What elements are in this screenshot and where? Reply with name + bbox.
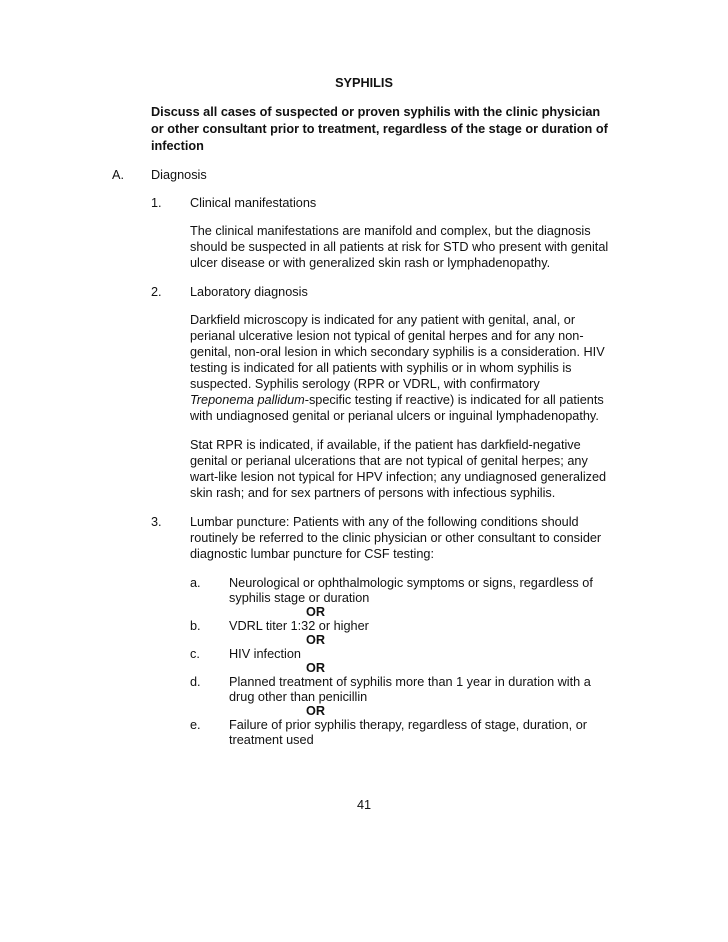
paragraph-text: -specific testing if reactive) is indicated for all patients xyxy=(304,393,604,407)
page-title: SYPHILIS xyxy=(335,76,393,90)
condition-line: treatment used xyxy=(229,733,314,747)
species-name: Treponema pallidum xyxy=(190,393,305,407)
item-heading: Laboratory diagnosis xyxy=(190,285,308,299)
condition-marker: a. xyxy=(190,576,201,590)
paragraph-line: genital, non-oral lesion in which secondary syphilis is a consideration. HIV xyxy=(190,345,605,359)
section-marker: A. xyxy=(112,168,124,182)
condition-marker: d. xyxy=(190,675,201,689)
intro-line: infection xyxy=(151,139,204,153)
intro-line: or other consultant prior to treatment, regardless of the stage or duration of xyxy=(151,122,608,136)
page-number: 41 xyxy=(356,798,372,812)
item-marker: 1. xyxy=(151,196,162,210)
paragraph-line: genital or perianal ulcerations that are not typical of genital herpes; any xyxy=(190,454,588,468)
paragraph-line: perianal ulcerative lesion not typical of genital herpes and for any non- xyxy=(190,329,584,343)
paragraph-line: should be suspected in all patients at risk for STD who present with genital xyxy=(190,240,609,254)
paragraph-line xyxy=(190,393,604,408)
paragraph-line: skin rash; and for sex partners of persons with infectious syphilis. xyxy=(190,486,556,500)
item-marker: 3. xyxy=(151,515,162,529)
condition-line: VDRL titer 1:32 or higher xyxy=(229,619,369,633)
condition-marker: e. xyxy=(190,718,201,732)
intro-line: Discuss all cases of suspected or proven syphilis with the clinic physician xyxy=(151,105,601,119)
paragraph-line: testing is indicated for all patients with syphilis or in whom syphilis is xyxy=(190,361,572,375)
condition-line: syphilis stage or duration xyxy=(229,591,370,605)
condition-line: drug other than penicillin xyxy=(229,690,368,704)
condition-line: HIV infection xyxy=(229,647,301,661)
item-heading: Clinical manifestations xyxy=(190,196,317,210)
or-label: OR xyxy=(306,704,326,718)
condition-line: Failure of prior syphilis therapy, regardless of stage, duration, or xyxy=(229,718,588,732)
paragraph-line: suspected. Syphilis serology (RPR or VDRL, with confirmatory xyxy=(190,377,540,391)
paragraph-line: Lumbar puncture: Patients with any of the following conditions should xyxy=(190,515,579,529)
paragraph-line: wart-like lesion not typical for HPV infection; any undiagnosed generalized xyxy=(190,470,607,484)
or-label: OR xyxy=(306,633,326,647)
condition-marker: c. xyxy=(190,647,200,661)
paragraph-line: with undiagnosed genital or perianal ulcers or inguinal lymphadenopathy. xyxy=(190,409,599,423)
or-label: OR xyxy=(306,605,326,619)
paragraph-line: The clinical manifestations are manifold and complex, but the diagnosis xyxy=(190,224,591,238)
paragraph-line: diagnostic lumbar puncture for CSF testing: xyxy=(190,547,434,561)
paragraph-line: Stat RPR is indicated, if available, if the patient has darkfield-negative xyxy=(190,438,581,452)
condition-line: Neurological or ophthalmologic symptoms or signs, regardless of xyxy=(229,576,593,590)
paragraph-line: routinely be referred to the clinic physician or other consultant to consider xyxy=(190,531,602,545)
paragraph-line: Darkfield microscopy is indicated for any patient with genital, anal, or xyxy=(190,313,576,327)
or-label: OR xyxy=(306,661,326,675)
condition-marker: b. xyxy=(190,619,201,633)
paragraph-line: ulcer disease or with generalized skin rash or lymphadenopathy. xyxy=(190,256,551,270)
item-marker: 2. xyxy=(151,285,162,299)
condition-line: Planned treatment of syphilis more than 1 year in duration with a xyxy=(229,675,591,689)
section-heading: Diagnosis xyxy=(151,168,207,182)
